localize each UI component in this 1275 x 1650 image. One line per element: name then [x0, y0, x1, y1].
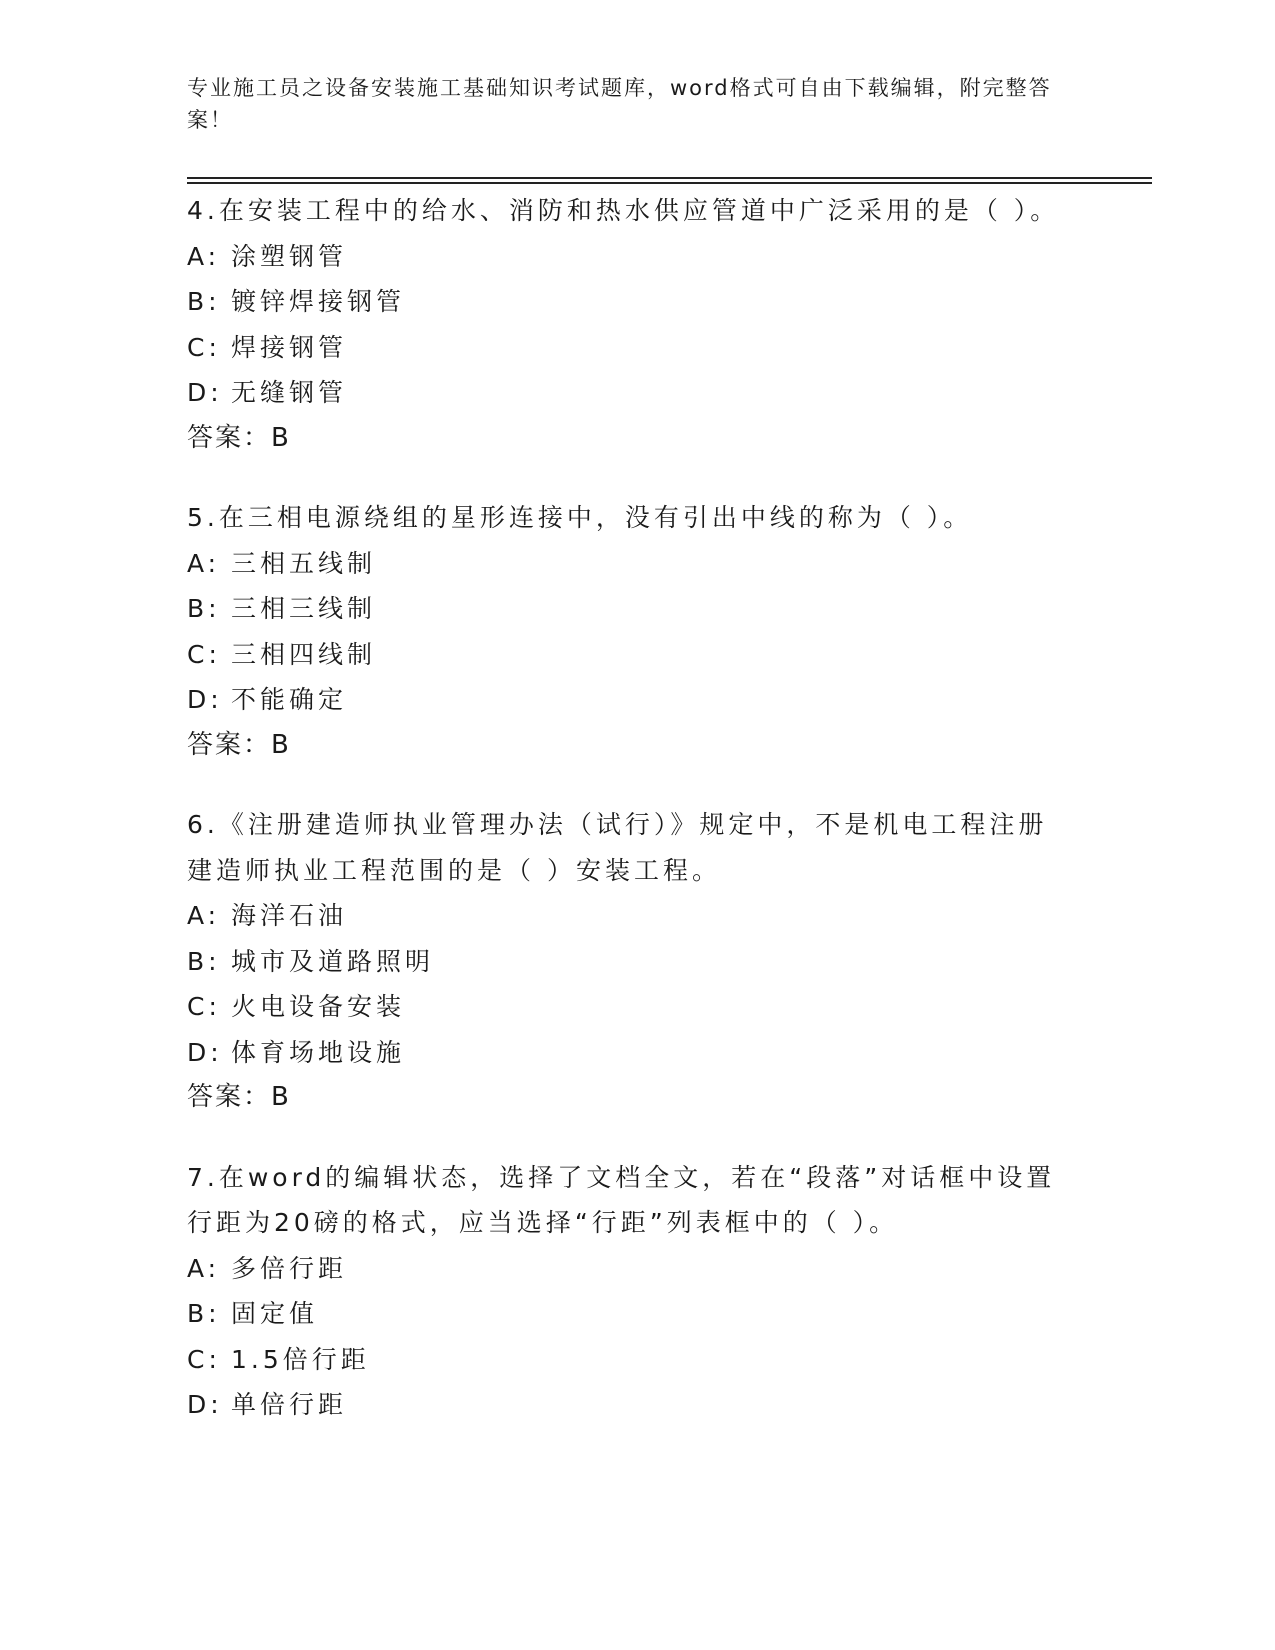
- option-text: 火电设备安装: [231, 992, 406, 1021]
- option-text: 焊接钢管: [231, 332, 348, 362]
- option-letter: D:: [187, 1037, 223, 1067]
- option-c: [187, 632, 1067, 678]
- option-text: 不能确定: [231, 685, 348, 714]
- option-c: [187, 325, 1067, 371]
- option-text: 单倍行距: [231, 1390, 348, 1419]
- option-a: [187, 893, 1067, 939]
- answer-line: 答案：B: [187, 1082, 291, 1112]
- question-5: [187, 495, 1067, 768]
- option-letter: D:: [187, 685, 223, 714]
- option-letter: C:: [187, 332, 221, 362]
- option-b: [187, 586, 1067, 632]
- option-b: [187, 1291, 1067, 1337]
- option-letter: C:: [187, 992, 221, 1021]
- option-text: 固定值: [231, 1299, 319, 1328]
- option-letter: D:: [187, 1390, 223, 1419]
- option-d: [187, 677, 1067, 723]
- option-text: 体育场地设施: [231, 1037, 406, 1067]
- option-a: [187, 234, 1067, 280]
- option-d: [187, 1382, 1067, 1428]
- option-text: 涂塑钢管: [231, 241, 348, 271]
- header-divider-top: [187, 177, 1152, 179]
- option-letter: B:: [187, 1299, 221, 1328]
- option-letter: B:: [187, 287, 221, 316]
- question-6: [187, 802, 1067, 1121]
- document-header: 专业施工员之设备安装施工基础知识考试题库，word格式可自由下载编辑，附完整答案！: [187, 76, 1052, 132]
- option-d: [187, 370, 1067, 416]
- option-b: [187, 939, 1067, 985]
- option-letter: B:: [187, 594, 221, 623]
- question-stem: 5.在三相电源绕组的星形连接中，没有引出中线的称为（ ）。: [187, 503, 973, 532]
- option-text: 1.5倍行距: [231, 1344, 370, 1374]
- question-stem: 6.《注册建造师执业管理办法（试行）》规定中，不是机电工程注册建造师执业工程范围的是（ ）安装工程。: [187, 810, 1048, 885]
- question-stem: 4.在安装工程中的给水、消防和热水供应管道中广泛采用的是（ ）。: [187, 196, 1060, 225]
- option-letter: D:: [187, 378, 223, 407]
- question-list: [187, 188, 1067, 1462]
- option-letter: A:: [187, 548, 221, 578]
- option-text: 镀锌焊接钢管: [231, 287, 406, 316]
- option-letter: A:: [187, 1253, 221, 1283]
- option-b: [187, 279, 1067, 325]
- option-text: 三相三线制: [231, 594, 377, 623]
- option-c: [187, 1337, 1067, 1383]
- option-text: 多倍行距: [231, 1253, 348, 1283]
- question-4: [187, 188, 1067, 461]
- header-divider-bottom: [187, 182, 1152, 184]
- question-stem: 7.在word的编辑状态，选择了文档全文，若在“段落”对话框中设置行距为20磅的格式，应当选择“行距”列表框中的（ ）。: [187, 1162, 1056, 1237]
- question-7: [187, 1155, 1067, 1428]
- option-text: 城市及道路照明: [231, 946, 435, 976]
- option-letter: C:: [187, 1344, 221, 1374]
- option-c: [187, 984, 1067, 1030]
- option-letter: C:: [187, 639, 221, 669]
- option-text: 三相五线制: [231, 548, 377, 578]
- answer-line: 答案：B: [187, 729, 291, 760]
- option-a: [187, 541, 1067, 587]
- option-letter: A:: [187, 241, 221, 271]
- option-letter: A:: [187, 901, 221, 930]
- option-text: 海洋石油: [231, 901, 348, 930]
- answer-line: 答案：B: [187, 422, 291, 453]
- option-letter: B:: [187, 946, 221, 976]
- option-d: [187, 1030, 1067, 1076]
- option-text: 三相四线制: [231, 639, 377, 669]
- option-a: [187, 1246, 1067, 1292]
- option-text: 无缝钢管: [231, 378, 348, 407]
